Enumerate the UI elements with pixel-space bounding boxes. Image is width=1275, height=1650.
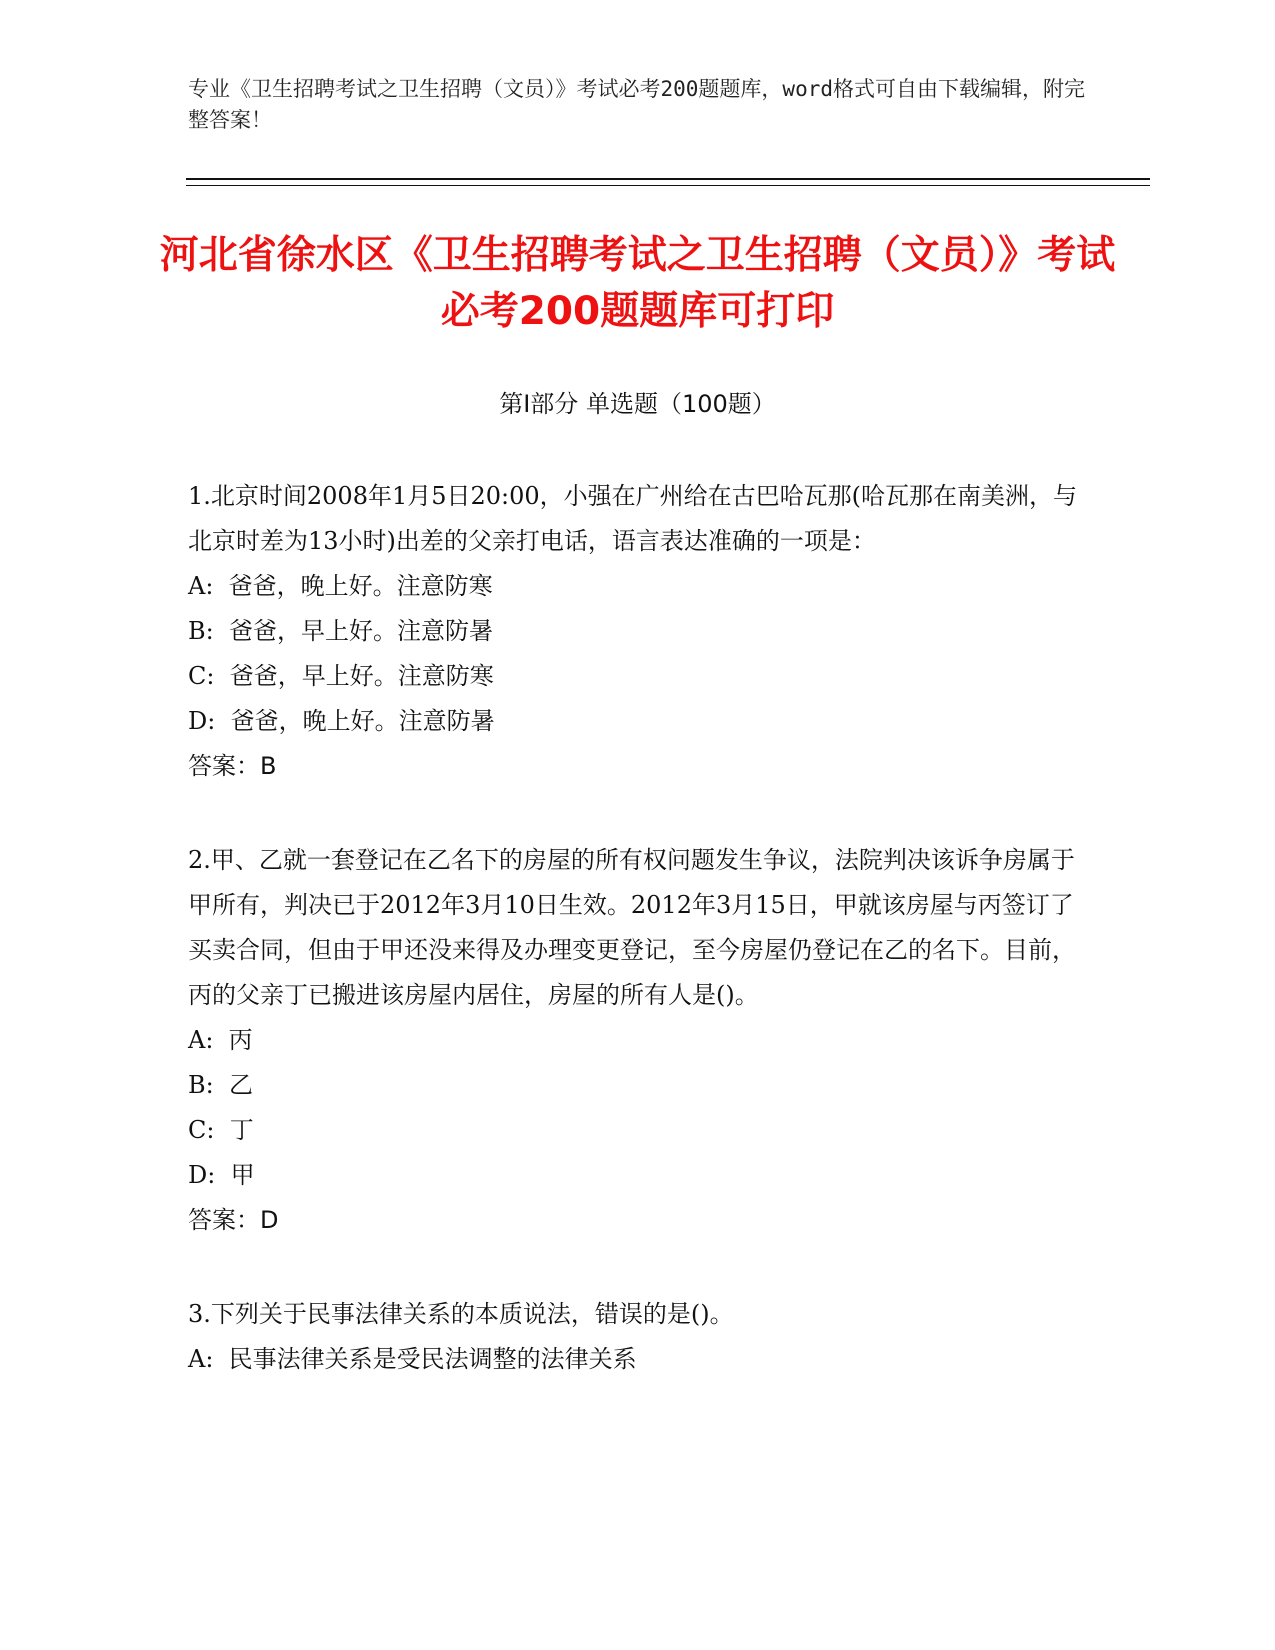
question-1	[188, 474, 1088, 789]
header-divider-thin	[186, 185, 1150, 186]
header-note: 专业《卫生招聘考试之卫生招聘（文员）》考试必考200题题库，word格式可自由下载编辑，附完整答案！	[188, 77, 1085, 132]
question-stem: 2.甲、乙就一套登记在乙名下的房屋的所有权问题发生争议，法院判决该诉争房属于甲所有，判决已于2012年3月10日生效。2012年3月15日，甲就该房屋与丙签订了买卖合同，但由于甲还没来得及办理变更登记，至今房屋仍登记在乙的名下。目前，丙的父亲丁已搬进该房屋内居住，房屋的所有人是()。	[188, 846, 1076, 1009]
answer-line: 答案：B	[188, 752, 277, 780]
document-title: 河北省徐水区《卫生招聘考试之卫生招聘（文员）》考试必考200题题库可打印	[159, 233, 1116, 334]
option-a: A: 爸爸，晚上好。注意防寒	[188, 572, 493, 600]
question-2	[188, 838, 1088, 1243]
option-d: D: 甲	[188, 1161, 255, 1189]
question-stem: 3.下列关于民事法律关系的本质说法，错误的是()。	[188, 1300, 734, 1328]
option-a: A: 丙	[188, 1026, 253, 1054]
header-divider-thick	[186, 178, 1150, 180]
option-d: D: 爸爸，晚上好。注意防暑	[188, 707, 495, 735]
option-b: B: 乙	[188, 1071, 253, 1099]
question-3	[188, 1292, 1088, 1382]
option-c: C: 爸爸，早上好。注意防寒	[188, 662, 494, 690]
option-c: C: 丁	[188, 1116, 254, 1144]
option-a: A: 民事法律关系是受民法调整的法律关系	[188, 1345, 637, 1373]
section-title: 第Ⅰ部分 单选题（100题）	[499, 390, 776, 418]
answer-line: 答案：D	[188, 1206, 279, 1234]
question-list	[188, 474, 1088, 1431]
option-b: B: 爸爸，早上好。注意防暑	[188, 617, 493, 645]
question-stem: 1.北京时间2008年1月5日20:00，小强在广州给在古巴哈瓦那(哈瓦那在南美洲，与北京时差为13小时)出差的父亲打电话，语言表达准确的一项是：	[188, 482, 1078, 555]
